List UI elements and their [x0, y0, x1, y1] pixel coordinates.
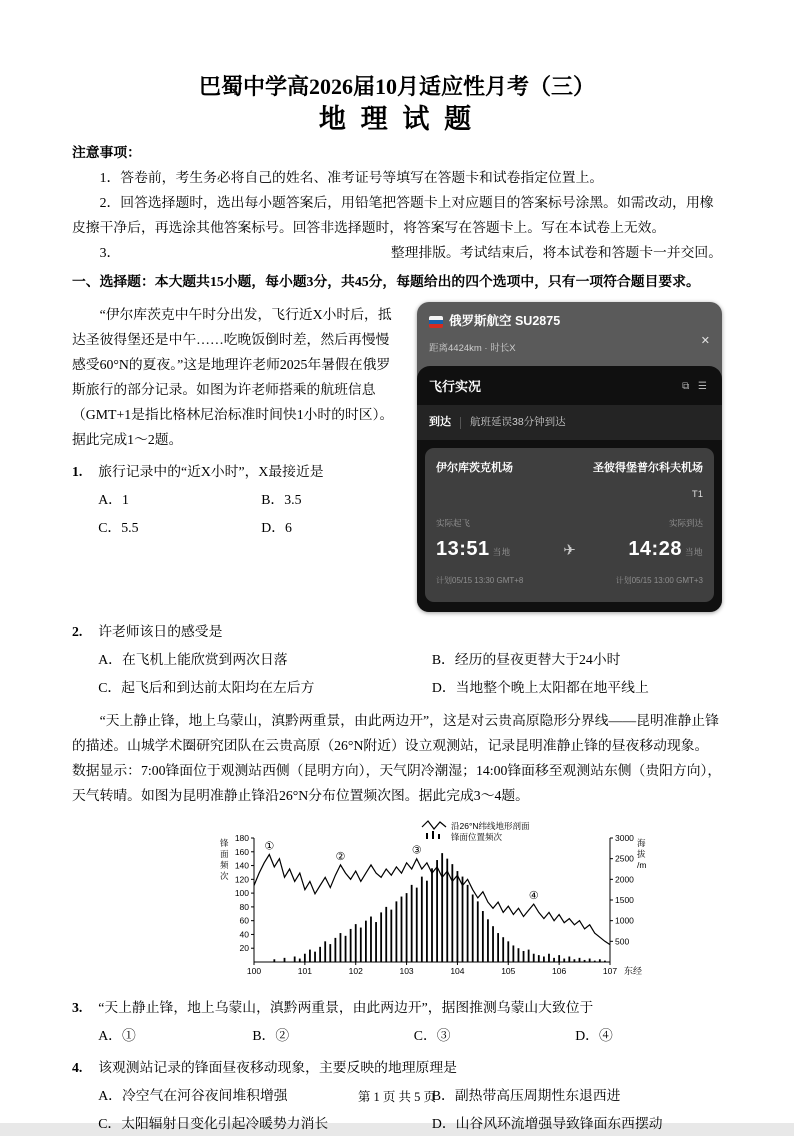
expand-icon[interactable]: ⧉	[682, 381, 693, 392]
planned-arrival: 计划05/15 13:00 GMT+3	[615, 576, 703, 585]
svg-text:面: 面	[220, 849, 229, 859]
arrival-status-label: 到达	[429, 416, 451, 428]
arrival-local-tag: 当地	[684, 547, 703, 557]
question-1-number: 1.	[72, 464, 83, 479]
question-2-option-b: B．经历的昼夜更替大于24小时	[431, 652, 621, 667]
flight-info-card	[417, 302, 722, 612]
question-1-options	[72, 487, 403, 540]
svg-text:140: 140	[234, 860, 249, 871]
question-2-stem: 许老师该日的感受是	[98, 624, 223, 639]
notice-section	[72, 140, 722, 265]
notice-item-3-text: 整理排版。考试结束后，将本试卷和答题卡一并交回。	[390, 245, 722, 260]
svg-text:拔: 拔	[637, 849, 646, 859]
arrival-time	[628, 537, 703, 564]
status-divider	[460, 417, 461, 429]
svg-text:40: 40	[239, 929, 249, 940]
arrival-airport: 圣彼得堡普尔科夫机场	[593, 462, 703, 474]
svg-text:60: 60	[239, 915, 249, 926]
terminal-label: T1	[691, 489, 703, 500]
svg-text:20: 20	[239, 943, 249, 954]
svg-text:107: 107	[602, 966, 618, 976]
question-1-option-c: C．5.5	[98, 520, 139, 535]
notice-item-1: 1．答卷前，考生务必将自己的姓名、准考证号等填写在答题卡和试卷指定位置上。	[99, 170, 604, 185]
question-1-stem: 旅行记录中的“近X小时”，X最接近是	[98, 464, 324, 479]
question-3	[72, 995, 722, 1020]
question-4	[72, 1055, 722, 1080]
question-3-options	[72, 1023, 722, 1048]
question-3-stem: “天上静止锋，地上乌蒙山，滇黔两重景，由此两边开”，据图推测乌蒙山大致位于	[98, 1000, 594, 1015]
question-3-option-b: B．②	[252, 1028, 290, 1043]
airline-flight-number: 俄罗斯航空 SU2875	[449, 314, 561, 328]
svg-text:101: 101	[297, 966, 312, 976]
svg-text:180: 180	[234, 833, 249, 843]
svg-text:沿26°N纬线地形剖面: 沿26°N纬线地形剖面	[451, 821, 530, 831]
flight-distance-duration: 距离4424km · 时长X	[429, 343, 516, 354]
passage-1: “伊尔库茨克中午时分出发，飞行近X小时后，抵达圣彼得堡还是中午……吃晚饭倒时差，然后再慢慢感受60°N的夏夜。”这是地理许老师2025年暑假在俄罗斯旅行的部分记录。如图为许老师搭乘的航班信息（GMT+1是指比格林尼治标准时间快1小时的时区）。据此完成1～2题。	[72, 307, 394, 447]
exam-subtitle: 地 理 试 题	[318, 104, 476, 134]
departure-local-tag: 当地	[492, 547, 511, 557]
svg-text:海: 海	[637, 838, 646, 848]
flight-live-tab[interactable]: 飞行实况	[429, 379, 482, 394]
question-4-number: 4.	[72, 1060, 83, 1075]
svg-text:锋面位置频次: 锋面位置频次	[451, 832, 503, 842]
question-3-option-c: C．③	[413, 1028, 451, 1043]
chart-canvas	[214, 816, 666, 988]
departure-airport: 伊尔库茨克机场	[436, 462, 513, 474]
svg-text:④: ④	[528, 890, 539, 903]
question-3-option-d: D．④	[575, 1028, 613, 1043]
question-1-option-b: B．3.5	[261, 492, 302, 507]
question-2	[72, 619, 722, 644]
passage-2: “天上静止锋，地上乌蒙山，滇黔两重景，由此两边开”，这是对云贵高原隐形分界线——昆明准静止锋的描述。山城学术圈研究团队在云贵高原（26°N附近）设立观测站，记录昆明准静止锋的昼夜移动现象。数据显示：7:00锋面位于观测站西侧（昆明方向），天气阴冷潮湿；14:00锋面移至观测站东侧（贵阳方向），天气转晴。如图为昆明准静止锋沿26°N分布位置频次图。据此完成3～4题。	[72, 713, 722, 803]
svg-text:频: 频	[220, 860, 229, 870]
question-group-1-2	[72, 298, 722, 612]
svg-text:②: ②	[335, 850, 346, 863]
question-4-option-d: D．山谷风环流增强导致锋面东西摆动	[431, 1116, 663, 1131]
flight-card-header	[417, 302, 722, 366]
svg-text:120: 120	[234, 874, 249, 885]
svg-text:160: 160	[234, 846, 249, 857]
page-footer: 第 1 页 共 5 页	[357, 1090, 437, 1104]
question-2-options	[72, 647, 722, 700]
svg-text:3000: 3000	[615, 833, 634, 843]
departure-time	[436, 537, 511, 564]
close-icon[interactable]: ✕	[700, 335, 710, 347]
question-3-number: 3.	[72, 1000, 83, 1015]
flight-detail-panel	[425, 448, 714, 602]
airline-logo-icon	[429, 316, 443, 328]
plane-icon: ✈	[563, 542, 576, 559]
notice-item-2: 2．回答选择题时，选出每小题答案后，用铅笔把答题卡上对应题目的答案标号涂黑。如需改动，用橡皮擦干净后，再选涂其他答案标号。回答非选择题时，将答案写在答题卡上。写在本试卷上无效。	[72, 195, 714, 235]
svg-text:2000: 2000	[615, 874, 634, 885]
question-3-option-a: A．①	[98, 1028, 136, 1043]
svg-text:80: 80	[239, 901, 249, 912]
question-2-number: 2.	[72, 624, 83, 639]
svg-text:③: ③	[411, 844, 422, 857]
svg-text:锋: 锋	[220, 838, 229, 848]
svg-text:1000: 1000	[615, 915, 634, 926]
question-4-stem: 该观测站记录的锋面昼夜移动现象，主要反映的地理原理是	[98, 1060, 457, 1075]
planned-departure: 计划05/15 13:30 GMT+8	[436, 576, 524, 585]
svg-text:①: ①	[264, 840, 275, 853]
question-2-option-a: A．在飞机上能欣赏到两次日落	[98, 652, 288, 667]
flight-card-body	[417, 366, 722, 612]
question-2-option-d: D．当地整个晚上太阳都在地平线上	[431, 680, 649, 695]
question-2-option-c: C．起飞后和到达前太阳均在左后方	[98, 680, 315, 695]
svg-text:次: 次	[220, 871, 229, 881]
notice-item-3	[72, 240, 722, 265]
question-4-option-a: A．冷空气在河谷夜间堆积增强	[98, 1088, 288, 1103]
svg-text:东经: 东经	[624, 966, 643, 976]
delay-text: 航班延误38分钟到达	[470, 416, 566, 428]
exam-title: 巴蜀中学高2026届10月适应性月考（三）	[198, 74, 595, 99]
front-frequency-chart	[214, 816, 722, 988]
departure-time-value: 13:51	[436, 538, 490, 560]
flight-status-bar	[417, 405, 722, 440]
menu-icon[interactable]: ☰	[698, 381, 710, 392]
question-4-option-c: C．太阳辐射日变化引起冷暖势力消长	[98, 1116, 329, 1131]
svg-text:102: 102	[348, 966, 363, 976]
question-group-left-column	[72, 298, 417, 540]
actual-arrival-label: 实际到达	[668, 518, 703, 528]
question-1-option-a: A．1	[98, 492, 129, 507]
svg-text:500: 500	[615, 936, 630, 947]
question-1-option-d: D．6	[261, 520, 292, 535]
svg-text:106: 106	[552, 966, 567, 976]
svg-text:100: 100	[246, 966, 262, 976]
question-1	[72, 459, 403, 484]
question-4-option-b: B．副热带高压周期性东退西进	[431, 1088, 621, 1103]
actual-departure-label: 实际起飞	[436, 518, 471, 528]
svg-text:2500: 2500	[615, 853, 634, 864]
notice-item-3-number: 3．	[99, 245, 121, 260]
svg-text:105: 105	[501, 966, 516, 976]
svg-text:104: 104	[450, 966, 465, 976]
svg-text:103: 103	[399, 966, 414, 976]
arrival-time-value: 14:28	[628, 538, 682, 560]
svg-text:100: 100	[234, 888, 249, 899]
section-heading: 一、选择题：本大题共15小题，每小题3分，共45分，每题给出的四个选项中，只有一项符合题目要求。	[72, 274, 700, 289]
svg-text:/m: /m	[637, 860, 647, 870]
notice-heading: 注意事项：	[72, 145, 141, 160]
svg-text:1500: 1500	[615, 895, 634, 905]
